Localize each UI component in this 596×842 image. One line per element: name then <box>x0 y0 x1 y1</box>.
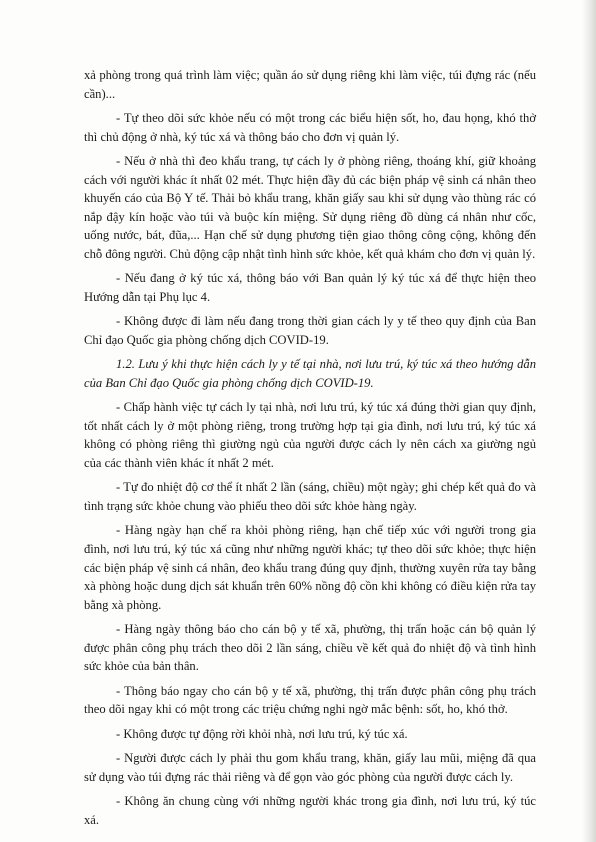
paragraph-health-monitoring: - Tự theo dõi sức khỏe nếu có một trong các biểu hiện sốt, ho, đau họng, khó thở thì chủ động ở nhà, ký túc xá và thông báo cho đơn vị quản lý. <box>84 110 536 144</box>
paragraph-no-leaving: - Không được tự động rời khỏi nhà, nơi lưu trú, ký túc xá. <box>116 726 408 741</box>
section-heading-1-2: 1.2. Lưu ý khi thực hiện cách ly y tế tại nhà, nơi lưu trú, ký túc xá theo hướng dẫn của Ban Chỉ đạo Quốc gia phòng chống dịch COVID-19. <box>84 357 536 390</box>
paragraph-limit-contact: - Hàng ngày hạn chế ra khỏi phòng riêng, hạn chế tiếp xúc với người trong gia đình, nơi lưu trú, ký túc xá cũng như những người khác; tự theo dõi sức khỏe; thực hiện các biện pháp vệ sinh cá nhân, đeo khẩu trang đúng quy định, thường xuyên rửa tay bằng xà phòng hoặc dung dịch sát khuẩn trên 60% nồng độ cồn khi không có điều kiện rửa tay bằng xà phòng. <box>84 523 536 612</box>
paragraph-comply-isolation: - Chấp hành việc tự cách ly tại nhà, nơi lưu trú, ký túc xá đúng thời gian quy định, tốt nhất cách ly ở một phòng riêng, trong trường hợp tại gia đình, nơi lưu trú, ký túc xá không có phòng riêng thì giường ngủ của người được cách ly nên cách xa giường ngủ của các thành viên khác ít nhất 2 mét. <box>84 400 536 471</box>
paragraph-temperature: - Tự đo nhiệt độ cơ thể ít nhất 2 lần (sáng, chiều) một ngày; ghi chép kết quả đo và tình trạng sức khỏe chung vào phiếu theo dõi sức khỏe hàng ngày. <box>84 480 536 514</box>
document-body <box>84 66 536 835</box>
paragraph-continuation: xả phòng trong quá trình làm việc; quần áo sử dụng riêng khi làm việc, túi đựng rác (nếu cần)... <box>84 68 536 101</box>
paragraph-daily-report: - Hàng ngày thông báo cho cán bộ y tế xã, phường, thị trấn hoặc cán bộ quản lý được phân công phụ trách theo dõi 2 lần sáng, chiều về kết quả đo nhiệt độ và tình hình sức khỏe của bản thân. <box>84 622 536 674</box>
paragraph-waste-collection: - Người được cách ly phải thu gom khẩu trang, khăn, giấy lau mũi, miệng đã qua sử dụng vào túi đựng rác thải riêng và để gọn vào góc phòng của người được cách ly. <box>84 751 536 784</box>
paragraph-no-work: - Không được đi làm nếu đang trong thời gian cách ly y tế theo quy định của Ban Chỉ đạo Quốc gia phòng chống dịch COVID-19. <box>84 314 536 347</box>
paragraph-dormitory: - Nếu đang ở ký túc xá, thông báo với Ban quản lý ký túc xá để thực hiện theo Hướng dẫn tại Phụ lục 4. <box>84 271 536 304</box>
paragraph-home-isolation: - Nếu ở nhà thì đeo khẩu trang, tự cách ly ở phòng riêng, thoáng khí, giữ khoảng cách với người khác ít nhất 02 mét. Thực hiện đầy đủ các biện pháp vệ sinh cá nhân theo khuyến cáo của Bộ Y tế. Thải bỏ khẩu trang, khăn giấy sau khi sử dụng vào thùng rác có nắp đậy kín hoặc vào túi và buộc kín miệng. Sử dụng riêng đồ dùng cá nhân như cốc, uống nước, bát, đũa,... Hạn chế sử dụng phương tiện giao thông công cộng, không đến chỗ đông người. Chủ động cập nhật tình hình sức khỏe, kết quả khám cho đơn vị quản lý. <box>84 153 536 261</box>
paragraph-symptom-report: - Thông báo ngay cho cán bộ y tế xã, phường, thị trấn được phân công phụ trách theo dõi ngay khi có một trong các triệu chứng nghi ngờ mắc bệnh: sốt, ho, khó thở. <box>84 683 536 717</box>
paragraph-no-shared-meals: - Không ăn chung cùng với những người khác trong gia đình, nơi lưu trú, ký túc xá. <box>84 794 536 827</box>
scan-edge-shadow <box>582 0 596 842</box>
